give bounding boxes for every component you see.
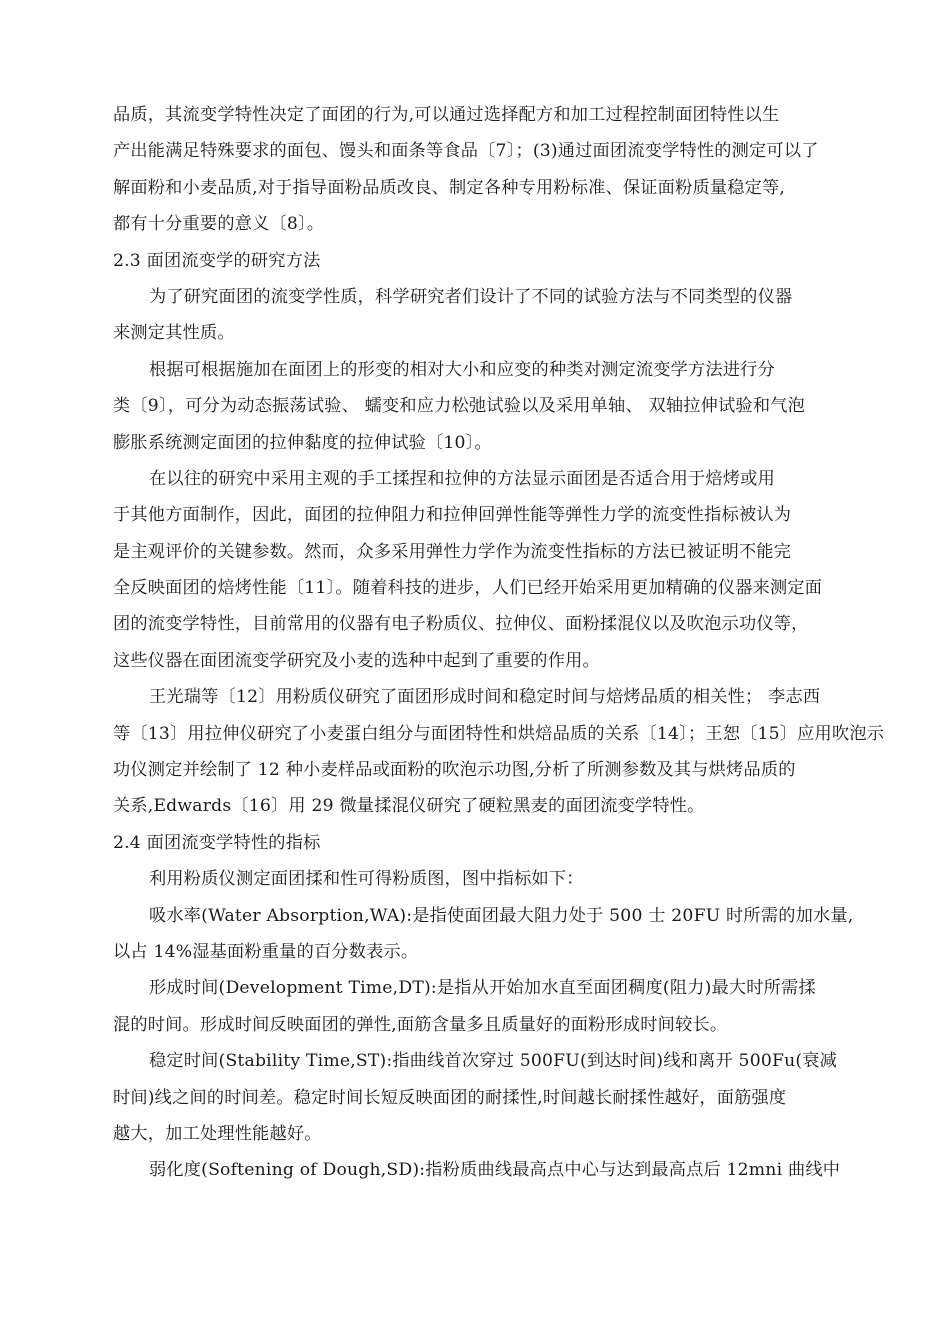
text-line: 等〔13〕用拉伸仪研究了小麦蛋白组分与面团特性和烘焙品质的关系〔14〕；王恕〔15〕应用吹泡示 bbox=[113, 723, 885, 744]
text-line: 都有十分重要的意义〔8〕。 bbox=[113, 214, 325, 235]
text-line: 关系,Edwards〔16〕用 29 微量揉混仪研究了硬粒黑麦的面团流变学特性。 bbox=[113, 796, 705, 817]
text-line: 弱化度(Softening of Dough,SD):指粉质曲线最高点中心与达到最高点后 12mni 曲线中 bbox=[149, 1160, 841, 1181]
text-line: 这些仪器在面团流变学研究及小麦的选种中起到了重要的作用。 bbox=[113, 650, 600, 671]
text-line: 产出能满足特殊要求的面包、馒头和面条等食品〔7〕；(3)通过面团流变学特性的测定可以了 bbox=[113, 141, 819, 162]
text-line: 根据可根据施加在面团上的形变的相对大小和应变的种类对测定流变学方法进行分 bbox=[149, 359, 775, 380]
section-heading: 2.4 面团流变学特性的指标 bbox=[113, 832, 321, 853]
text-line: 类〔9〕，可分为动态振荡试验、 蠕变和应力松弛试验以及采用单轴、 双轴拉伸试验和气泡 bbox=[113, 396, 805, 417]
text-line: 以占 14%湿基面粉重量的百分数表示。 bbox=[113, 941, 419, 962]
text-line: 功仪测定并绘制了 12 种小麦样品或面粉的吹泡示功图,分析了所测参数及其与烘烤品质的 bbox=[113, 760, 796, 781]
text-line: 是主观评价的关键参数。然而，众多采用弹性力学作为流变性指标的方法已被证明不能完 bbox=[113, 541, 792, 562]
text-line: 越大，加工处理性能越好。 bbox=[113, 1123, 322, 1144]
text-line: 王光瑞等〔12〕用粉质仪研究了面团形成时间和稳定时间与焙烤品质的相关性； 李志西 bbox=[149, 687, 821, 708]
text-line: 时间)线之间的时间差。稳定时间长短反映面团的耐揉性,时间越长耐揉性越好，面筋强度 bbox=[113, 1087, 787, 1108]
text-line: 膨胀系统测定面团的拉伸黏度的拉伸试验〔10〕。 bbox=[113, 432, 492, 453]
text-line: 混的时间。形成时间反映面团的弹性,面筋含量多且质量好的面粉形成时间较长。 bbox=[113, 1014, 728, 1035]
text-line: 利用粉质仪测定面团揉和性可得粉质图，图中指标如下： bbox=[149, 869, 584, 890]
text-line: 品质，其流变学特性决定了面团的行为,可以通过选择配方和加工过程控制面团特性以生 bbox=[113, 105, 780, 125]
text-line: 解面粉和小麦品质,对于指导面粉品质改良、制定各种专用粉标准、保证面粉质量稳定等, bbox=[113, 177, 786, 198]
text-line: 形成时间(Development Time,DT):是指从开始加水直至面团稠度(阻力)最大时所需揉 bbox=[149, 978, 816, 999]
text-line: 在以往的研究中采用主观的手工揉捏和拉伸的方法显示面团是否适合用于焙烤或用 bbox=[149, 468, 775, 489]
text-line: 于其他方面制作，因此，面团的拉伸阻力和拉伸回弹性能等弹性力学的流变性指标被认为 bbox=[113, 505, 792, 526]
text-line: 来测定其性质。 bbox=[113, 323, 235, 344]
text-line: 为了研究面团的流变学性质，科学研究者们设计了不同的试验方法与不同类型的仪器 bbox=[149, 286, 793, 307]
text-line: 稳定时间(Stability Time,ST):指曲线首次穿过 500FU(到达时间)线和离开 500Fu(衰减 bbox=[149, 1051, 838, 1072]
section-heading: 2.3 面团流变学的研究方法 bbox=[113, 250, 321, 271]
document-page bbox=[113, 97, 885, 1189]
text-line: 团的流变学特性，目前常用的仪器有电子粉质仪、拉伸仪、面粉揉混仪以及吹泡示功仪等， bbox=[113, 614, 809, 635]
text-line: 全反映面团的焙烤性能〔11〕。随着科技的进步，人们已经开始采用更加精确的仪器来测定面 bbox=[113, 578, 823, 599]
text-line: 吸水率(Water Absorption,WA):是指使面团最大阻力处于 500 士 20FU 时所需的加水量, bbox=[149, 905, 854, 926]
